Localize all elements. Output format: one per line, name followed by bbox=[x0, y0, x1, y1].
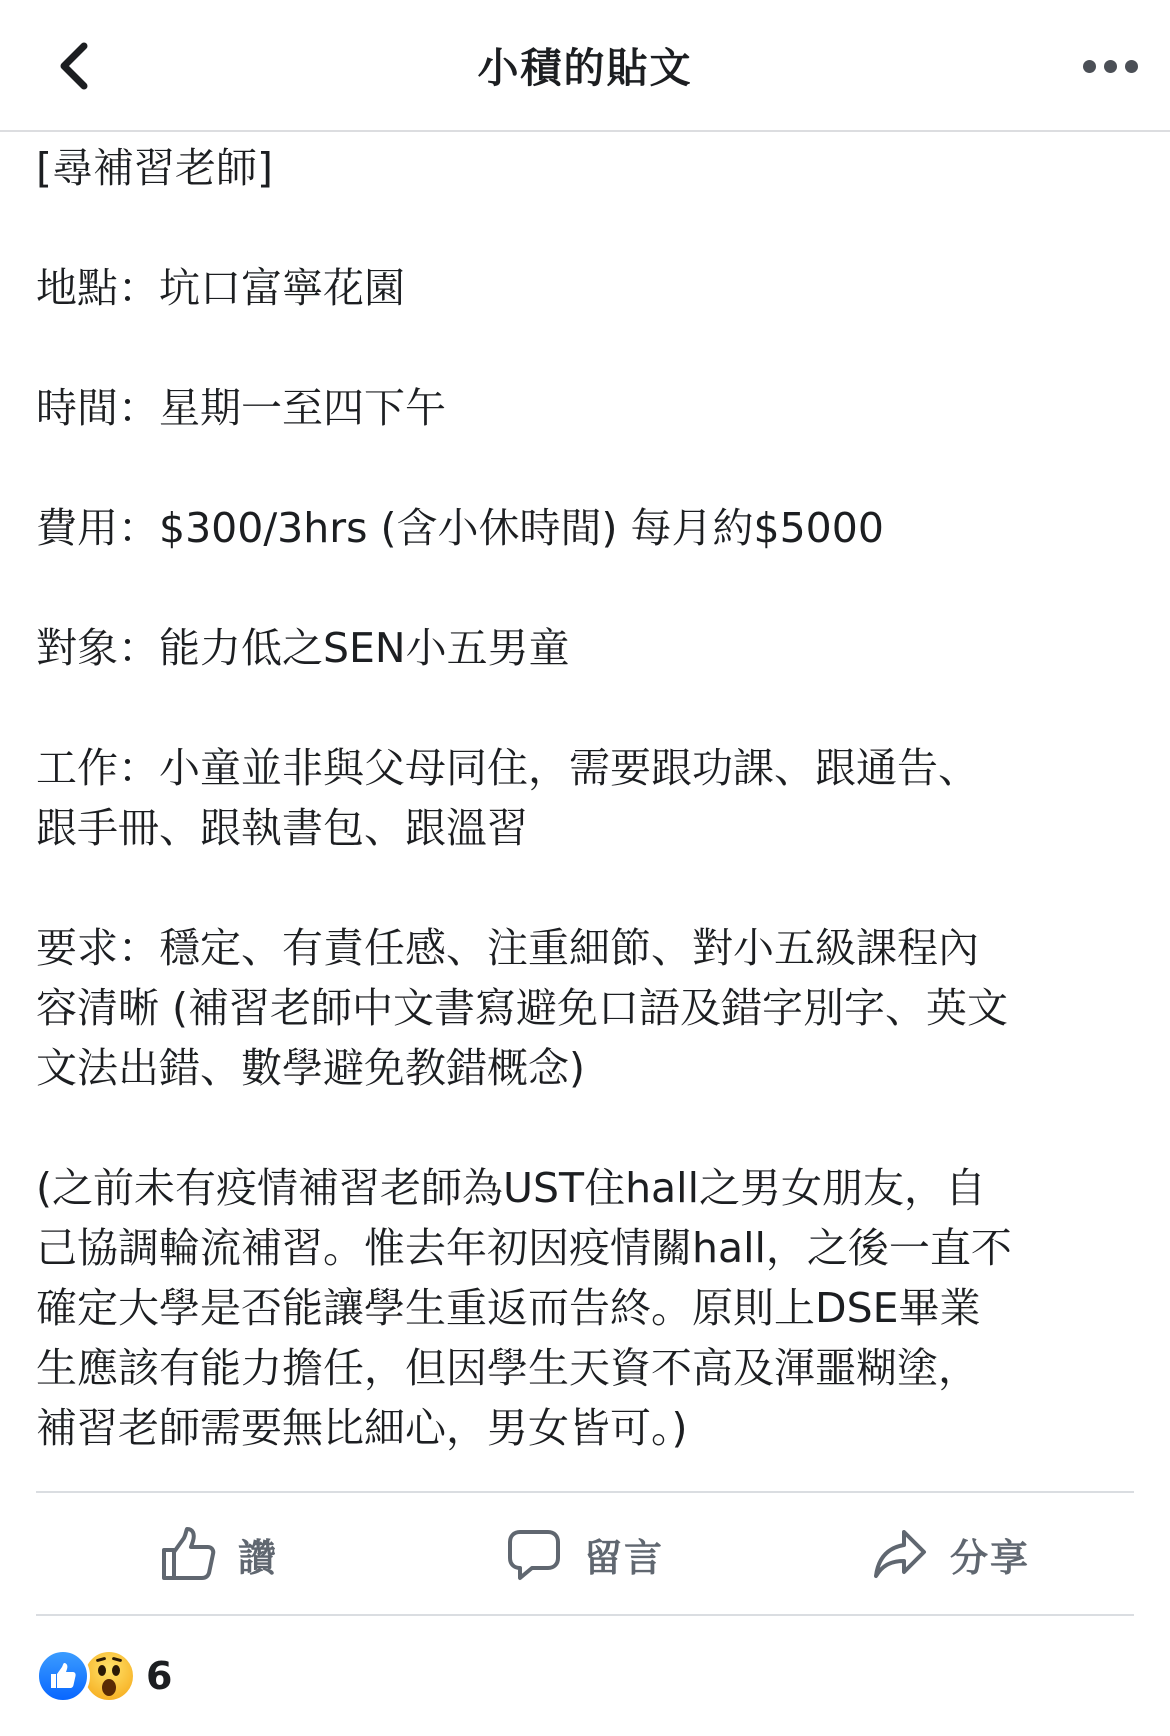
post-text-line: 文法出錯、數學避免教錯概念) bbox=[36, 1044, 585, 1092]
post-paragraph bbox=[36, 498, 1146, 558]
more-horizontal-icon-dot bbox=[1104, 60, 1117, 73]
share-arrow-icon bbox=[872, 1526, 928, 1582]
post-body bbox=[36, 138, 1146, 1458]
post-actions-bar bbox=[36, 1494, 1134, 1614]
reactions-summary[interactable] bbox=[36, 1648, 172, 1704]
post-text-line: 地點：坑口富寧花園 bbox=[36, 264, 405, 312]
like-reaction-icon bbox=[36, 1649, 90, 1703]
post-text-line: 補習老師需要無比細心，男女皆可。) bbox=[36, 1404, 688, 1452]
wow-reaction-icon bbox=[82, 1649, 136, 1703]
post-paragraph bbox=[36, 918, 1146, 1098]
page-title: 小積的貼文 bbox=[477, 44, 693, 92]
actions-top-divider bbox=[36, 1491, 1134, 1493]
comment-button[interactable] bbox=[402, 1494, 768, 1614]
post-text-line: 己協調輪流補習。惟去年初因疫情關hall，之後一直不 bbox=[36, 1224, 1012, 1272]
post-text-line: 生應該有能力擔任，但因學生天資不高及渾噩糊塗， bbox=[36, 1344, 979, 1392]
post-paragraph bbox=[36, 138, 1146, 198]
post-paragraph bbox=[36, 258, 1146, 318]
reaction-count: 6 bbox=[146, 1654, 173, 1698]
like-button[interactable] bbox=[36, 1494, 402, 1614]
post-paragraph bbox=[36, 1158, 1146, 1458]
post-text-line: 工作：小童並非與父母同住，需要跟功課、跟通告、 bbox=[36, 744, 979, 792]
post-paragraph bbox=[36, 738, 1146, 858]
like-label: 讚 bbox=[237, 1535, 278, 1580]
post-text-line: 對象：能力低之SEN小五男童 bbox=[36, 624, 570, 672]
post-paragraph bbox=[36, 378, 1146, 438]
top-bar bbox=[0, 0, 1170, 132]
more-horizontal-icon-dot bbox=[1125, 60, 1138, 73]
post-text-line: [尋補習老師] bbox=[36, 144, 273, 192]
more-options-button[interactable] bbox=[1065, 46, 1155, 86]
post-text-line: 要求：穩定、有責任感、注重細節、對小五級課程內 bbox=[36, 924, 979, 972]
more-horizontal-icon bbox=[1083, 60, 1096, 73]
post-text-line: 確定大學是否能讓學生重返而告終。原則上DSE畢業 bbox=[36, 1284, 981, 1332]
post-text-line: 時間：星期一至四下午 bbox=[36, 384, 446, 432]
post-text-line: 跟手冊、跟執書包、跟溫習 bbox=[36, 804, 528, 852]
share-label: 分享 bbox=[949, 1535, 1030, 1580]
post-text-line: (之前未有疫情補習老師為UST住hall之男女朋友，自 bbox=[36, 1164, 986, 1212]
comment-label: 留言 bbox=[583, 1535, 664, 1580]
post-text-line: 容清晰 (補習老師中文書寫避免口語及錯字別字、英文 bbox=[36, 984, 1009, 1032]
share-button[interactable] bbox=[768, 1494, 1134, 1614]
comment-bubble-icon bbox=[506, 1526, 562, 1582]
post-text-line: 費用：$300/3hrs (含小休時間) 每月約$5000 bbox=[36, 504, 884, 552]
post-paragraph bbox=[36, 618, 1146, 678]
thumbs-up-icon bbox=[160, 1526, 216, 1582]
actions-bottom-divider bbox=[36, 1614, 1134, 1616]
